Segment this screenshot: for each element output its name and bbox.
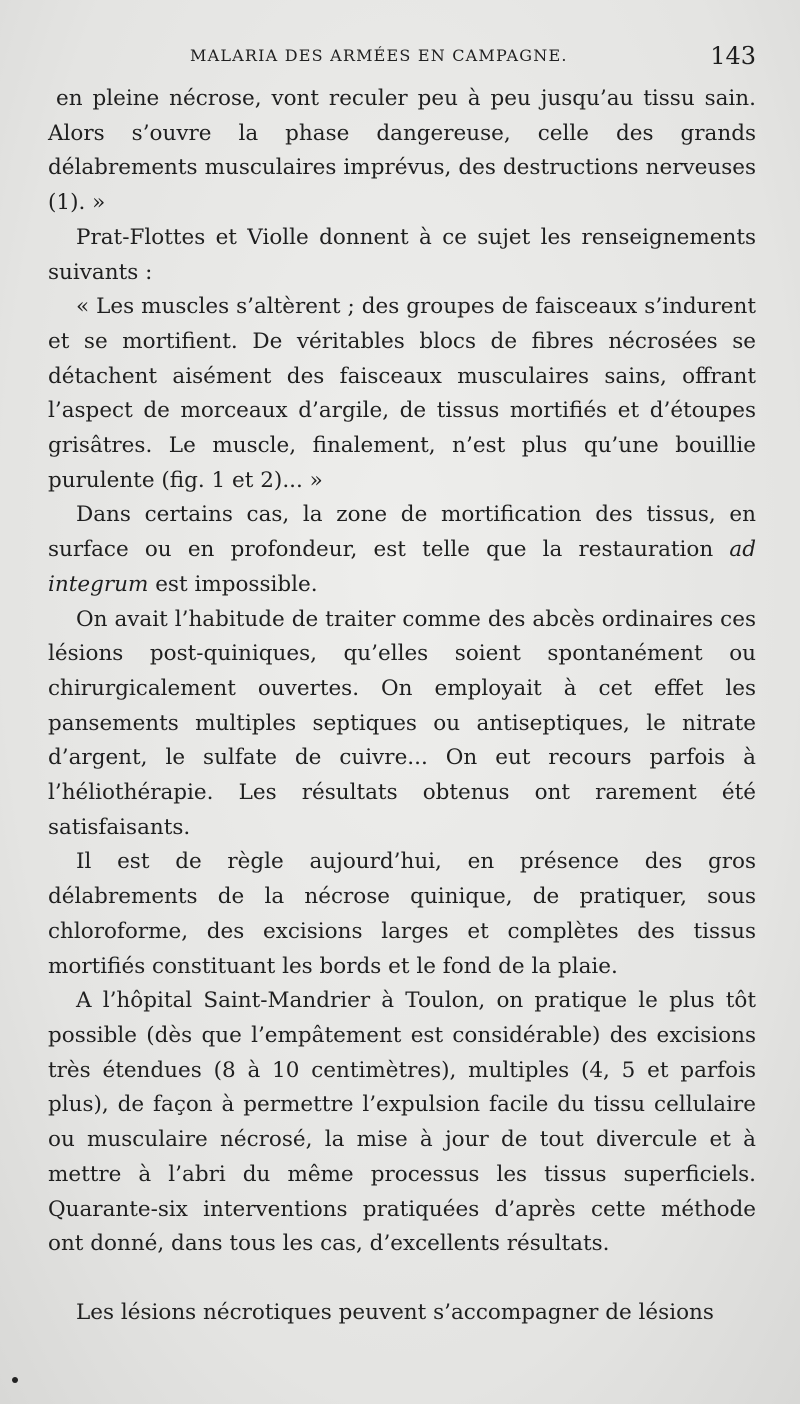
- running-title: MALARIA DES ARMÉES EN CAMPAGNE.: [190, 46, 568, 65]
- body-text: [48, 82, 756, 1331]
- page-number: 143: [710, 42, 756, 70]
- paragraph-8: Les lésions nécrotiques peuvent s’accompagner de lésions: [76, 1299, 714, 1325]
- paragraph-7: A l’hôpital Saint-Mandrier à Toulon, on pratique le plus tôt possible (dès que l’empâtement est considérable) des excisions très étendues (8 à 10 centimètres), multiples (4, 5 et parfois plus), de façon à permettre l’expulsion facile du tissu cellulaire ou musculaire nécrosé, la mise à jour de tout divercule et à mettre à l’abri du même processus les tissus superficiels. Quarante-six interventions pratiquées d’après cette méthode ont donné, dans tous les cas, d’excellents résultats.: [48, 988, 756, 1257]
- paragraph-4-tail: est impossible.: [148, 571, 318, 597]
- paragraph-3-quote: « Les muscles s’altèrent ; des groupes de faisceaux s’indurent et se mortifient. De véritables blocs de fibres nécrosées se détachent aisément des faisceaux musculaires sains, offrant l’aspect de morceaux d’argile, de tissus mortifiés et d’étoupes grisâtres. Le muscle, finalement, n’est plus qu’une bouillie purulente (fig. 1 et 2)... »: [48, 294, 756, 493]
- paragraph-1: en pleine nécrose, vont reculer peu à peu jusqu’au tissu sain. Alors s’ouvre la phase dangereuse, celle des grands délabrements musculaires imprévus, des destructions nerveuses (1). »: [48, 86, 756, 216]
- paragraph-4-text: Dans certains cas, la zone de mortification des tissus, en surface ou en profondeur, est telle que la restauration: [48, 502, 756, 563]
- ink-speck: [12, 1377, 18, 1383]
- running-header: [0, 38, 800, 78]
- latin-phrase: ad integrum: [48, 537, 756, 597]
- paragraph-6: Il est de règle aujourd’hui, en présence des gros délabrements de la nécrose quinique, de pratiquer, sous chloroforme, des excisions larges et complètes des tissus mortifiés constituant les bords et le fond de la plaie.: [48, 849, 756, 979]
- paragraph-5: On avait l’habitude de traiter comme des abcès ordinaires ces lésions post-quiniques, qu’elles soient spontanément ou chirurgicalement ouvertes. On employait à cet effet les pansements multiples septiques ou antiseptiques, le nitrate d’argent, le sulfate de cuivre... On eut recours parfois à l’héliothérapie. Les résultats obtenus ont rarement été satisfaisants.: [48, 606, 756, 840]
- paragraph-2: Prat-Flottes et Violle donnent à ce sujet les renseignements suivants :: [48, 224, 756, 285]
- paragraph-4: [48, 498, 756, 602]
